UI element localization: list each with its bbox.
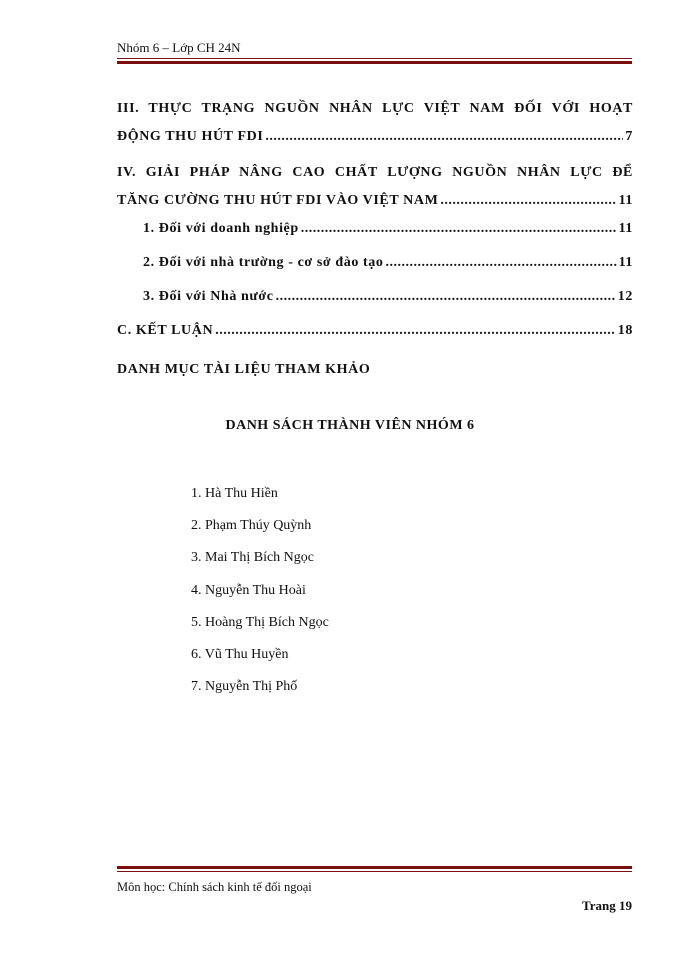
toc-sub-1[interactable] <box>117 221 633 255</box>
toc-leader-dots <box>301 221 617 237</box>
toc-references-label: DANH MỤC TÀI LIỆU THAM KHẢO <box>117 362 371 377</box>
toc-sub-2-label: 2. Đối với nhà trường - cơ sở đào tạo <box>143 255 384 270</box>
page-header <box>117 40 632 64</box>
list-item: 7. Nguyễn Thị Phố <box>191 679 298 695</box>
list-item: 5. Hoàng Thị Bích Ngọc <box>191 614 329 630</box>
list-item: 3. Mai Thị Bích Ngọc <box>191 550 315 566</box>
toc-sub-3[interactable] <box>117 289 633 323</box>
list-item: 1. Hà Thu Hiền <box>191 486 278 501</box>
toc-conclusion[interactable] <box>117 323 633 357</box>
header-rule-thick <box>117 61 632 64</box>
members-title: DANH SÁCH THÀNH VIÊN NHÓM 6 <box>225 418 475 433</box>
header-text: Nhóm 6 – Lớp CH 24N <box>117 40 241 55</box>
toc-entry-iii-line1: III. THỰC TRẠNG NGUỒN NHÂN LỰC VIỆT NAM ĐỐI VỚI HOẠT <box>117 101 633 116</box>
members-list <box>191 484 329 709</box>
toc-entry-iv-line2: TĂNG CƯỜNG THU HÚT FDI VÀO VIỆT NAM <box>117 193 439 208</box>
table-of-contents <box>117 95 633 387</box>
footer-subject: Môn học: Chính sách kinh tế đối ngoại <box>117 880 312 894</box>
toc-sub-1-page: 11 <box>618 221 633 236</box>
header-rule-thin <box>117 58 632 59</box>
toc-entry-iv-page: 11 <box>618 193 633 208</box>
toc-references[interactable] <box>117 357 633 387</box>
toc-conclusion-page: 18 <box>617 323 633 338</box>
page-number: Trang 19 <box>582 898 632 913</box>
toc-sub-3-label: 3. Đối với Nhà nước <box>143 289 274 304</box>
toc-sub-3-page: 12 <box>617 289 633 304</box>
toc-entry-iii-line2: ĐỘNG THU HÚT FDI <box>117 129 264 144</box>
toc-entry-iii[interactable] <box>117 95 633 153</box>
toc-leader-dots <box>265 123 623 151</box>
toc-leader-dots <box>440 187 616 215</box>
page-footer <box>117 866 632 914</box>
toc-sub-2-page: 11 <box>618 255 633 270</box>
toc-leader-dots <box>215 323 616 339</box>
list-item: 6. Vũ Thu Huyền <box>191 646 289 662</box>
toc-leader-dots <box>276 289 616 305</box>
list-item: 2. Phạm Thúy Quỳnh <box>191 518 312 534</box>
footer-rule-thick <box>117 866 632 869</box>
toc-entry-iv-line1: IV. GIẢI PHÁP NÂNG CAO CHẤT LƯỢNG NGUỒN NHÂN LỰC ĐỂ <box>117 165 633 180</box>
toc-sub-1-label: 1. Đối với doanh nghiệp <box>143 221 299 236</box>
toc-entry-iv[interactable] <box>117 159 633 221</box>
list-item: 4. Nguyễn Thu Hoài <box>191 582 306 598</box>
toc-entry-iii-page: 7 <box>625 129 633 144</box>
footer-rule-thin <box>117 871 632 872</box>
toc-conclusion-label: C. KẾT LUẬN <box>117 323 214 338</box>
toc-sub-2[interactable] <box>117 255 633 289</box>
toc-leader-dots <box>386 255 617 271</box>
